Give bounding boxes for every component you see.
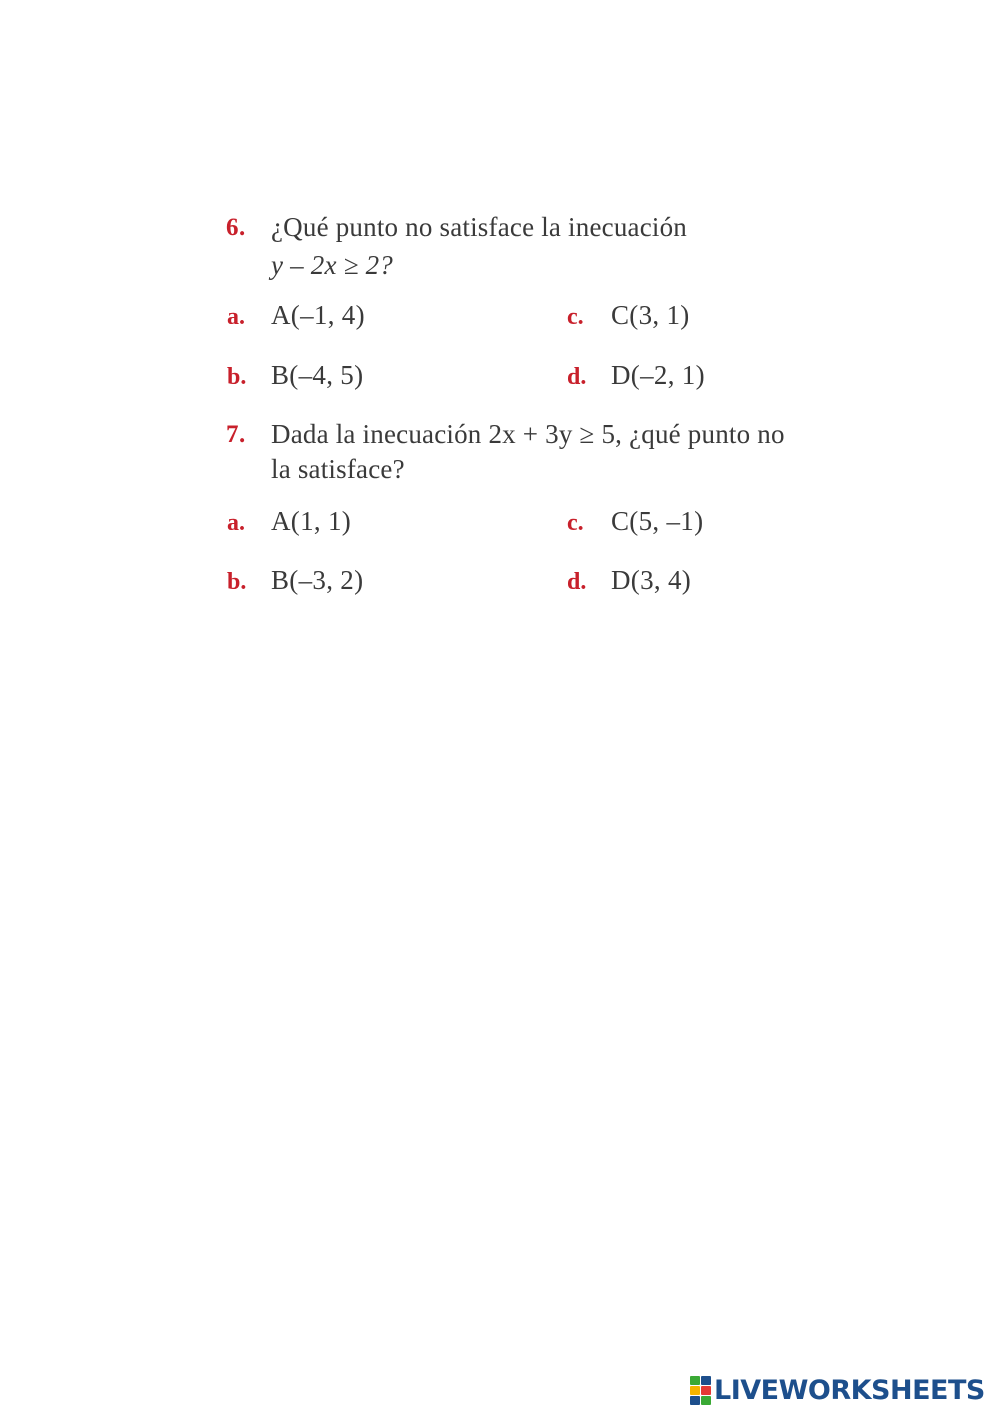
question-6-option-d-letter: d. <box>567 364 587 390</box>
liveworksheets-brand <box>690 1370 990 1410</box>
question-6-option-d[interactable]: D(–2, 1) <box>611 360 705 390</box>
question-6-option-b-letter: b. <box>227 364 247 390</box>
question-6-text: ¿Qué punto no satisface la inecuación <box>271 212 687 242</box>
logo-square <box>701 1386 711 1395</box>
question-6-inequality: y – 2x ≥ 2? <box>271 250 393 280</box>
liveworksheets-logo-icon <box>690 1376 710 1404</box>
logo-square <box>701 1396 711 1405</box>
question-6-number: 6. <box>226 214 246 241</box>
question-7-option-c-letter: c. <box>567 510 584 536</box>
question-6-option-a-letter: a. <box>227 304 245 330</box>
question-7-option-a[interactable]: A(1, 1) <box>271 506 352 536</box>
question-7-option-d-letter: d. <box>567 569 587 595</box>
question-7-text-line-2: la satisface? <box>271 454 405 484</box>
question-6-option-a[interactable]: A(–1, 4) <box>271 300 365 330</box>
logo-square <box>690 1376 700 1385</box>
question-6-option-b[interactable]: B(–4, 5) <box>271 360 364 390</box>
question-7-option-b[interactable]: B(–3, 2) <box>271 565 364 595</box>
question-7-option-d[interactable]: D(3, 4) <box>611 565 692 595</box>
question-7-number: 7. <box>226 421 246 448</box>
logo-square <box>690 1396 700 1405</box>
logo-square <box>690 1386 700 1395</box>
question-7-option-b-letter: b. <box>227 569 247 595</box>
question-6-option-c[interactable]: C(3, 1) <box>611 300 690 330</box>
brand-name: LIVEWORKSHEETS <box>714 1374 985 1406</box>
question-7-option-a-letter: a. <box>227 510 245 536</box>
question-6-option-c-letter: c. <box>567 304 584 330</box>
logo-square <box>701 1376 711 1385</box>
question-7-text-line-1: Dada la inecuación 2x + 3y ≥ 5, ¿qué punto no <box>271 419 785 449</box>
question-7-option-c[interactable]: C(5, –1) <box>611 506 704 536</box>
